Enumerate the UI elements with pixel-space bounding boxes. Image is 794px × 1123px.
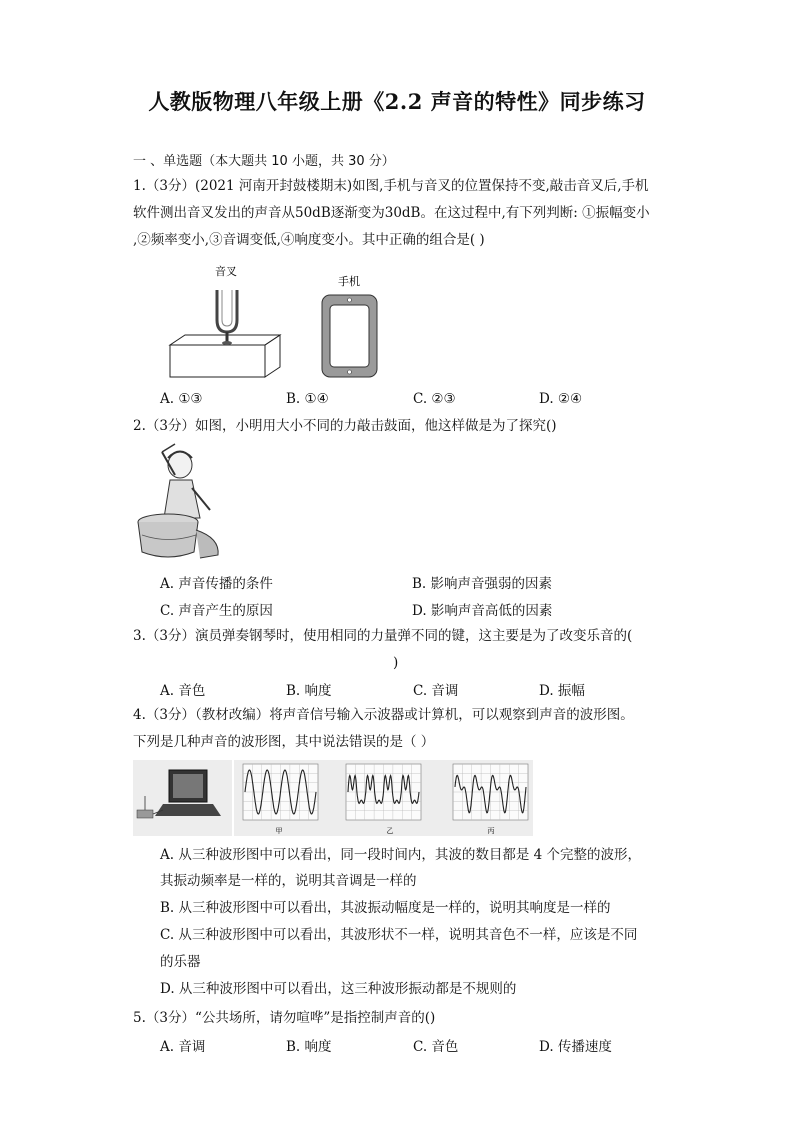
q3-option-a[interactable]: A. 音色 <box>160 683 206 699</box>
q2-text: 2.（3分）如图，小明用大小不同的力敲击鼓面，他这样做是为了探究() <box>133 418 557 434</box>
page-title: 人教版物理八年级上册《2.2 声音的特性》同步练习 <box>148 89 646 114</box>
q5-option-d[interactable]: D. 传播速度 <box>539 1039 612 1055</box>
q4-text-line-2: 下列是几种声音的波形图，其中说法错误的是（ ） <box>133 734 435 750</box>
q4-option-c[interactable]: C. 从三种波形图中可以看出，其波形状不一样，说明其音色不一样，应该是不同 <box>160 927 638 943</box>
q5-option-b[interactable]: B. 响度 <box>286 1039 332 1055</box>
fork-label: 音叉 <box>215 265 237 278</box>
q1-option-d[interactable]: D. ②④ <box>539 391 583 407</box>
q4-option-b[interactable]: B. 从三种波形图中可以看出，其波振动幅度是一样的，说明其响度是一样的 <box>160 900 611 916</box>
q2-option-d[interactable]: D. 影响声音高低的因素 <box>412 603 553 619</box>
drummer-icon <box>138 444 218 558</box>
q4-option-d[interactable]: D. 从三种波形图中可以看出，这三种波形振动都是不规则的 <box>160 981 517 997</box>
q1-option-a[interactable]: A. ①③ <box>160 391 203 407</box>
tuning-fork-icon <box>170 290 280 377</box>
wave-label-bing: 丙 <box>487 827 495 835</box>
q4-option-a-cont: 其振动频率是一样的，说明其音调是一样的 <box>160 873 417 889</box>
phone-icon <box>322 295 377 377</box>
q5-option-c[interactable]: C. 音色 <box>413 1039 459 1055</box>
q2-option-b[interactable]: B. 影响声音强弱的因素 <box>412 576 553 592</box>
waveform-panels <box>243 764 528 820</box>
q3-text: 3.（3分）演员弹奏钢琴时，使用相同的力量弹不同的键，这主要是为了改变乐音的( <box>133 628 633 644</box>
drummer-figure <box>130 440 230 565</box>
q4-option-c-cont: 的乐器 <box>160 954 201 970</box>
q3-option-d[interactable]: D. 振幅 <box>539 683 585 699</box>
q5-text: 5.（3分）“公共场所，请勿喧哗”是指控制声音的() <box>133 1010 436 1026</box>
q4-text-line-1: 4.（3分）（教材改编）将声音信号输入示波器或计算机，可以观察到声音的波形图。 <box>133 707 634 723</box>
q1-text-line-3: ,②频率变小,③音调变低,④响度变小。其中正确的组合是( ) <box>133 232 485 248</box>
q3-option-b[interactable]: B. 响度 <box>286 683 332 699</box>
q1-option-b[interactable]: B. ①④ <box>286 391 329 407</box>
q2-option-a[interactable]: A. 声音传播的条件 <box>160 576 273 592</box>
q5-option-a[interactable]: A. 音调 <box>160 1039 206 1055</box>
wave-label-yi: 乙 <box>386 827 394 835</box>
section-heading: 一 、单选题（本大题共 10 小题，共 30 分） <box>133 154 395 169</box>
q1-text-line-2: 软件测出音叉发出的声音从50dB逐渐变为30dB。在这过程中,有下列判断: ①振幅变小 <box>133 205 650 221</box>
wave-label-jia: 甲 <box>275 827 283 835</box>
q3-option-c[interactable]: C. 音调 <box>413 683 459 699</box>
q2-option-c[interactable]: C. 声音产生的原因 <box>160 603 273 619</box>
q4-waveform-figure <box>133 760 533 836</box>
q3-text-close: ) <box>393 655 399 671</box>
q1-figure <box>160 260 400 385</box>
phone-label: 手机 <box>338 275 360 288</box>
q1-option-c[interactable]: C. ②③ <box>413 391 456 407</box>
q4-option-a[interactable]: A. 从三种波形图中可以看出，同一段时间内，其波的数目都是 4 个完整的波形， <box>160 847 642 863</box>
q1-text-line-1: 1.（3分）(2021 河南开封鼓楼期末)如图,手机与音叉的位置保持不变,敲击音叉后,手机 <box>133 178 649 194</box>
